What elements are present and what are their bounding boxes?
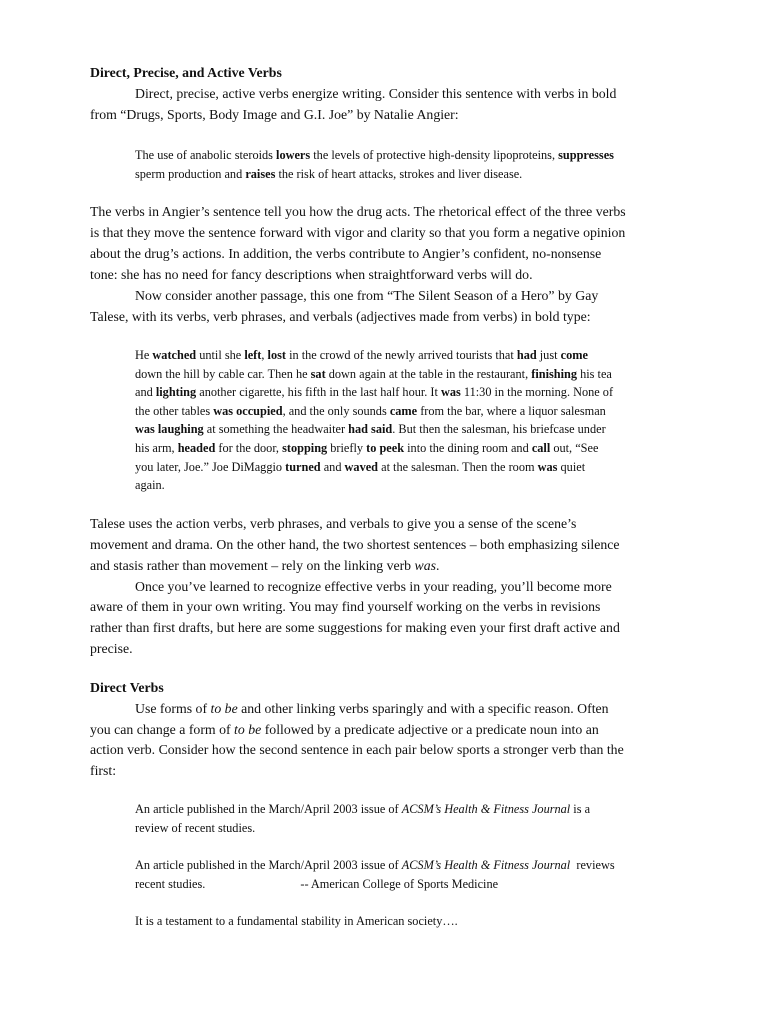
block-quote-line: and lighting another cigarette, his fifth in the last half hour. It was 11:30 in the morning. None of bbox=[135, 385, 614, 399]
paragraph-line: Now consider another passage, this one from “The Silent Season of a Hero” by Gay bbox=[135, 288, 599, 303]
paragraph-line: and stasis rather than movement – rely on the linking verb was. bbox=[90, 558, 440, 573]
block-quote-line: sperm production and raises the risk of heart attacks, strokes and liver disease. bbox=[135, 167, 523, 181]
example-line: An article published in the March/April 2003 issue of ACSM’s Health & Fitness Journal is a bbox=[135, 802, 591, 816]
example-line: review of recent studies. bbox=[135, 821, 256, 835]
block-quote-line: He watched until she left, lost in the crowd of the newly arrived tourists that had just come bbox=[135, 348, 588, 362]
block-quote-line: his arm, headed for the door, stopping briefly to peek into the dining room and call out, “See bbox=[135, 441, 599, 455]
paragraph-line: you can change a form of to be followed by a predicate adjective or a predicate noun into an bbox=[90, 722, 599, 737]
paragraph-line: tone: she has no need for fancy descriptions when straightforward verbs will do. bbox=[90, 267, 533, 282]
paragraph-line: from “Drugs, Sports, Body Image and G.I. Joe” by Natalie Angier: bbox=[90, 107, 459, 122]
example-line: An article published in the March/April 2003 issue of ACSM’s Health & Fitness Journal reviews bbox=[135, 858, 615, 872]
block-quote-line: again. bbox=[135, 478, 165, 492]
paragraph-line: The verbs in Angier’s sentence tell you how the drug acts. The rhetorical effect of the three verbs bbox=[90, 204, 626, 219]
paragraph-line: Talese, with its verbs, verb phrases, and verbals (adjectives made from verbs) in bold type: bbox=[90, 309, 591, 324]
block-quote-line: The use of anabolic steroids lowers the levels of protective high-density lipoproteins, suppresses bbox=[135, 148, 614, 162]
paragraph-line: Use forms of to be and other linking verbs sparingly and with a specific reason. Often bbox=[135, 701, 609, 716]
example-line: It is a testament to a fundamental stability in American society…. bbox=[135, 914, 458, 928]
section-heading: Direct, Precise, and Active Verbs bbox=[90, 65, 282, 80]
paragraph-line: rather than first drafts, but here are some suggestions for making even your first draft active and bbox=[90, 620, 620, 635]
paragraph-line: about the drug’s actions. In addition, the verbs contribute to Angier’s confident, no-nonsense bbox=[90, 246, 602, 261]
paragraph-line: is that they move the sentence forward with vigor and clarity so that you form a negative opinion bbox=[90, 225, 626, 240]
paragraph-line: aware of them in your own writing. You may find yourself working on the verbs in revisions bbox=[90, 599, 601, 614]
example-line: recent studies. -- American College of Sports Medicine bbox=[135, 877, 499, 891]
paragraph-line: precise. bbox=[90, 641, 133, 656]
paragraph-line: movement and drama. On the other hand, the two shortest sentences – both emphasizing silence bbox=[90, 537, 620, 552]
block-quote-line: down the hill by cable car. Then he sat down again at the table in the restaurant, finishing his tea bbox=[135, 367, 612, 381]
paragraph-line: Once you’ve learned to recognize effective verbs in your reading, you’ll become more bbox=[135, 579, 612, 594]
paragraph-line: action verb. Consider how the second sentence in each pair below sports a stronger verb than the bbox=[90, 742, 624, 757]
block-quote-line: you later, Joe.” Joe DiMaggio turned and waved at the salesman. Then the room was quiet bbox=[135, 460, 586, 474]
block-quote-line: the other tables was occupied, and the only sounds came from the bar, where a liquor salesman bbox=[135, 404, 606, 418]
block-quote-line: was laughing at something the headwaiter had said. But then the salesman, his briefcase under bbox=[135, 422, 606, 436]
paragraph-line: first: bbox=[90, 763, 117, 778]
section-heading: Direct Verbs bbox=[90, 680, 164, 695]
paragraph-line: Direct, precise, active verbs energize writing. Consider this sentence with verbs in bold bbox=[135, 86, 617, 101]
attribution: -- American College of Sports Medicine bbox=[300, 877, 499, 891]
paragraph-line: Talese uses the action verbs, verb phrases, and verbals to give you a sense of the scene’s bbox=[90, 516, 577, 531]
